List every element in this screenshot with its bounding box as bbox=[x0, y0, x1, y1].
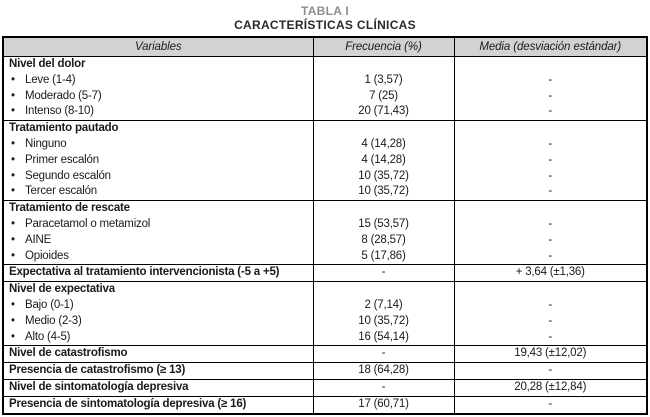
spacer-line bbox=[314, 57, 454, 73]
spacer-line bbox=[455, 121, 647, 137]
variables-cell bbox=[3, 265, 313, 282]
data-row bbox=[3, 346, 647, 363]
spacer-line bbox=[455, 57, 647, 73]
media-value: - bbox=[548, 330, 553, 343]
item-row-label bbox=[4, 249, 313, 265]
media-value: 20,28 (±12,84) bbox=[514, 380, 587, 393]
frecuencia-cell bbox=[313, 57, 454, 121]
frecuencia-value: 2 (7,14) bbox=[364, 298, 403, 311]
frecuencia-value: 18 (64,28) bbox=[358, 364, 409, 377]
item-text: Leve (1-4) bbox=[25, 73, 76, 86]
bullet-icon: • bbox=[11, 137, 15, 150]
bullet-icon: • bbox=[11, 330, 15, 343]
item-row-label bbox=[4, 153, 313, 169]
media-value: - bbox=[548, 185, 553, 198]
item-text: Alto (4-5) bbox=[25, 330, 71, 343]
media-value: - bbox=[548, 233, 553, 246]
item-row-label bbox=[4, 169, 313, 185]
item-row-label bbox=[4, 73, 313, 89]
frecuencia-value: 17 (60,71) bbox=[358, 397, 409, 410]
table-body bbox=[3, 57, 647, 414]
row-label: Nivel de sintomatología depresiva bbox=[9, 380, 189, 393]
item-text: Primer escalón bbox=[25, 153, 99, 166]
table-title: CARACTERÍSTICAS CLÍNICAS bbox=[234, 18, 416, 32]
bullet-icon: • bbox=[11, 185, 15, 198]
media-value: + 3,64 (±1,36) bbox=[515, 266, 585, 279]
variables-cell bbox=[3, 201, 313, 265]
item-text: Opioides bbox=[25, 249, 69, 262]
variables-cell bbox=[3, 346, 313, 363]
item-text: Segundo escalón bbox=[25, 169, 111, 182]
frecuencia-value: 1 (3,57) bbox=[364, 73, 403, 86]
frecuencia-value: 5 (17,86) bbox=[361, 249, 406, 262]
media-value: - bbox=[548, 73, 553, 86]
media-cell bbox=[454, 346, 647, 363]
section-label: Tratamiento de rescate bbox=[9, 202, 130, 215]
frecuencia-value: 4 (14,28) bbox=[361, 153, 406, 166]
media-cell bbox=[454, 57, 647, 121]
frecuencia-cell bbox=[313, 282, 454, 346]
row-label: Expectativa al tratamiento intervencionista (-5 a +5) bbox=[9, 266, 280, 279]
item-text: Intenso (8-10) bbox=[25, 105, 94, 118]
frecuencia-value: 20 (71,43) bbox=[358, 105, 409, 118]
bullet-icon: • bbox=[11, 73, 15, 86]
media-cell bbox=[454, 363, 647, 380]
media-value: - bbox=[548, 364, 553, 377]
frecuencia-value: - bbox=[381, 266, 386, 279]
table-caption bbox=[0, 4, 650, 32]
item-row-label bbox=[4, 137, 313, 153]
media-value: - bbox=[548, 89, 553, 102]
item-row-label bbox=[4, 184, 313, 200]
media-value: - bbox=[548, 169, 553, 182]
item-row-label bbox=[4, 314, 313, 330]
item-text: Bajo (0-1) bbox=[25, 298, 74, 311]
variables-cell bbox=[3, 363, 313, 380]
frecuencia-cell bbox=[313, 121, 454, 201]
frecuencia-value: 4 (14,28) bbox=[361, 137, 406, 150]
media-value: - bbox=[548, 249, 553, 262]
data-row bbox=[3, 396, 647, 413]
frecuencia-cell bbox=[313, 379, 454, 396]
media-value: - bbox=[548, 137, 553, 150]
media-cell bbox=[454, 121, 647, 201]
bullet-icon: • bbox=[11, 298, 15, 311]
spacer-line bbox=[314, 201, 454, 217]
frecuencia-value: 8 (28,57) bbox=[361, 233, 406, 246]
media-value: - bbox=[548, 217, 553, 230]
frecuencia-cell bbox=[313, 396, 454, 413]
item-text: Ninguno bbox=[25, 137, 67, 150]
media-value: - bbox=[548, 298, 553, 311]
frecuencia-value: 10 (35,72) bbox=[358, 314, 409, 327]
variables-cell bbox=[3, 121, 313, 201]
media-value: - bbox=[548, 314, 553, 327]
bullet-icon: • bbox=[11, 314, 15, 327]
bullet-icon: • bbox=[11, 249, 15, 262]
variables-cell bbox=[3, 282, 313, 346]
media-cell bbox=[454, 282, 647, 346]
header-row bbox=[3, 37, 647, 57]
media-value: - bbox=[548, 105, 553, 118]
spacer-line bbox=[455, 282, 647, 298]
bullet-icon: • bbox=[11, 105, 15, 118]
frecuencia-cell bbox=[313, 363, 454, 380]
section-block-row bbox=[3, 282, 647, 346]
header-variables: Variables bbox=[3, 37, 313, 57]
item-text: Moderado (5-7) bbox=[25, 89, 102, 102]
section-label: Tratamiento pautado bbox=[9, 122, 119, 135]
bullet-icon: • bbox=[11, 89, 15, 102]
media-cell bbox=[454, 265, 647, 282]
item-row-label bbox=[4, 298, 313, 314]
bullet-icon: • bbox=[11, 233, 15, 246]
data-row bbox=[3, 379, 647, 396]
data-row bbox=[3, 265, 647, 282]
section-block-row bbox=[3, 121, 647, 201]
bullet-icon: • bbox=[11, 153, 15, 166]
variables-cell bbox=[3, 379, 313, 396]
media-cell bbox=[454, 396, 647, 413]
item-text: AINE bbox=[25, 233, 52, 246]
item-row-label bbox=[4, 104, 313, 120]
spacer-line bbox=[314, 282, 454, 298]
row-label: Presencia de sintomatología depresiva (≥ 16) bbox=[9, 397, 247, 410]
frecuencia-value: - bbox=[381, 380, 386, 393]
media-cell bbox=[454, 201, 647, 265]
frecuencia-cell bbox=[313, 201, 454, 265]
item-row-label bbox=[4, 330, 313, 346]
media-value: 19,43 (±12,02) bbox=[514, 347, 587, 360]
frecuencia-value: 10 (35,72) bbox=[358, 169, 409, 182]
item-row-label bbox=[4, 89, 313, 105]
item-text: Paracetamol o metamizol bbox=[25, 217, 151, 230]
frecuencia-value: 10 (35,72) bbox=[358, 185, 409, 198]
clinical-characteristics-table bbox=[2, 36, 648, 415]
item-text: Medio (2-3) bbox=[25, 314, 82, 327]
frecuencia-value: 7 (25) bbox=[369, 89, 398, 102]
frecuencia-value: - bbox=[381, 347, 386, 360]
section-label: Nivel del dolor bbox=[9, 58, 86, 70]
variables-cell bbox=[3, 57, 313, 121]
media-value: - bbox=[548, 153, 553, 166]
table-number: TABLA I bbox=[300, 4, 350, 18]
header-media: Media (desviación estándar) bbox=[454, 37, 647, 57]
item-row-label bbox=[4, 217, 313, 233]
header-frecuencia: Frecuencia (%) bbox=[313, 37, 454, 57]
spacer-line bbox=[314, 121, 454, 137]
frecuencia-value: 15 (53,57) bbox=[358, 217, 409, 230]
spacer-line bbox=[455, 201, 647, 217]
frecuencia-cell bbox=[313, 346, 454, 363]
row-label: Nivel de catastrofismo bbox=[9, 347, 128, 360]
item-text: Tercer escalón bbox=[25, 185, 97, 198]
media-cell bbox=[454, 379, 647, 396]
bullet-icon: • bbox=[11, 217, 15, 230]
section-block-row bbox=[3, 201, 647, 265]
frecuencia-value: 16 (54,14) bbox=[358, 330, 409, 343]
variables-cell bbox=[3, 396, 313, 413]
data-row bbox=[3, 363, 647, 380]
media-value: - bbox=[548, 397, 553, 410]
section-block-row bbox=[3, 57, 647, 121]
frecuencia-cell bbox=[313, 265, 454, 282]
item-row-label bbox=[4, 233, 313, 249]
row-label: Presencia de catastrofismo (≥ 13) bbox=[9, 364, 186, 377]
section-label: Nivel de expectativa bbox=[9, 283, 115, 296]
bullet-icon: • bbox=[11, 169, 15, 182]
